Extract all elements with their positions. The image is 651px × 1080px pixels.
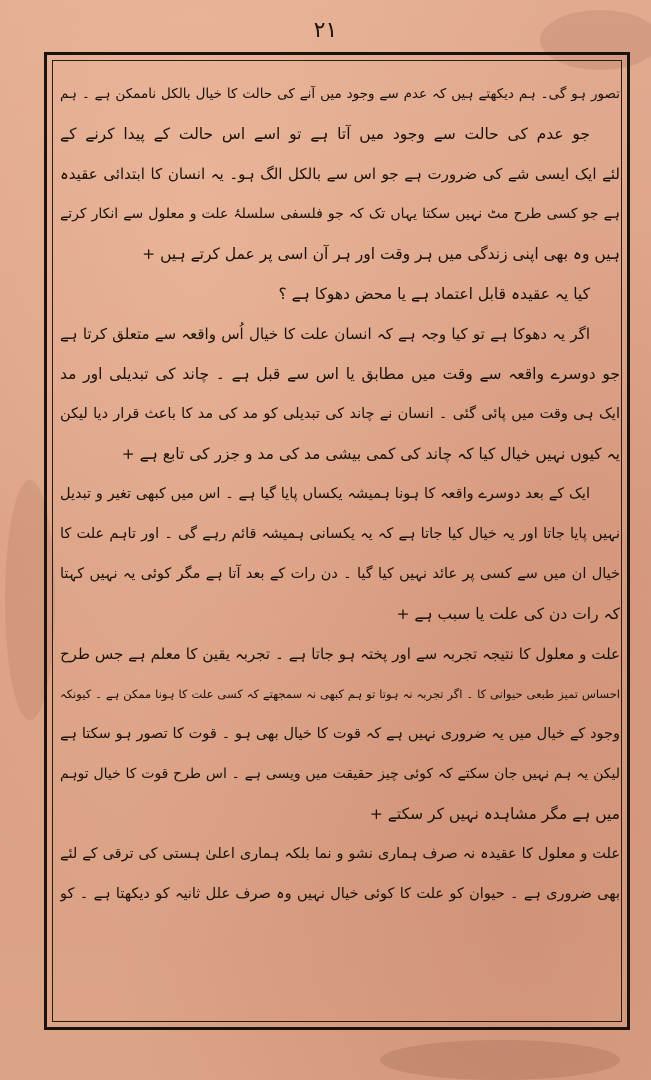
text-line: لئے ایک ایسی شے کی ضرورت ہے جو اس سے بالکل الگ ہو۔ یہ انسان کا ابتدائی عقیدہ xyxy=(60,165,620,183)
text-line: بھی ضروری ہے ۔ حیوان کو علت کا کوئی خیال نہیں وہ صرف علل ثانیہ کو دیکھتا ہے ۔ کو xyxy=(60,886,620,902)
text-line: ہے جو کسی طرح مٹ نہیں سکتا یہاں تک کہ جو فلسفی سلسلۂ علت و معلول سے انکار کرتے xyxy=(60,206,620,222)
text-line: ایک ہی وقت میں پائی گئی ۔ انسان نے چاند کی تبدیلی کو مد کی مد کا باعث قرار دیا لیکن xyxy=(60,406,620,422)
text-line: علت و معلول کا نتیجہ تجربہ سے اور پختہ ہو جاتا ہے ۔ تجربہ یقین کا معلم ہے جس طرح xyxy=(60,645,620,663)
text-line: میں ہے مگر مشاہدہ نہیں کر سکتے + xyxy=(369,805,620,823)
text-line: خیال ان میں سے کسی پر عائد نہیں کیا گیا ۔ دن رات کے بعد آتا ہے مگر کوئی یہ نہیں کہتا xyxy=(60,566,620,582)
text-line: اگر یہ دھوکا ہے تو کیا وجہ ہے کہ انسان علت کا خیال اُس واقعہ سے متعلق کرتا ہے xyxy=(60,325,590,343)
text-line: یہ کیوں نہیں خیال کیا کہ چاند کی کمی بیشی مد کی مد و جزر کی تابع ہے + xyxy=(121,445,620,463)
text-line: تصور ہو گی۔ ہم دیکھتے ہیں کہ عدم سے وجود میں آنے کی حالت کا خیال بالکل ناممکن ہے ۔ ہم xyxy=(60,86,620,102)
text-line: جو عدم کی حالت سے وجود میں آتا ہے تو اسے اس حالت کے پیدا کرنے کے xyxy=(60,125,590,143)
text-line: احساس تمیز طبعی حیوانی کا ۔ اگر تجربہ نہ ہوتا تو ہم کبھی نہ سمجھتے کہ کسی علت کا ہونا ممکن ہے ۔ کیونکہ xyxy=(60,687,620,701)
text-line: وجود کے خیال میں یہ ضروری نہیں ہے کہ قوت کا خیال بھی ہو ۔ قوت کا تصور ہو سکتا ہے xyxy=(60,726,620,742)
text-line: نہیں پایا جاتا اور یہ خیال کیا جاتا ہے کہ یہ یکسانی ہمیشہ قائم رہے گی ۔ اور تاہم علت کا xyxy=(60,526,620,542)
text-line: جو دوسرے واقعہ سے وقت میں مطابق یا اس سے قبل ہے ۔ چاند کی تبدیلی اور مد xyxy=(60,365,620,383)
text-line: لیکن یہ ہم نہیں جان سکتے کہ کوئی چیز حقیقت میں ویسی ہے ۔ اس طرح قوت کا خیال توہم xyxy=(60,766,620,782)
text-line: ایک کے بعد دوسرے واقعہ کا ہونا ہمیشہ یکساں پایا گیا ہے ۔ اس میں کبھی تغیر و تبدیل xyxy=(60,486,590,502)
text-line: کہ رات دن کی علت یا سبب ہے + xyxy=(396,605,620,623)
text-line: علت و معلول کا عقیدہ نہ صرف ہماری نشو و نما بلکہ ہماری اعلیٰ ہستی کی ترقی کے لئے xyxy=(60,846,620,862)
body-text xyxy=(60,74,620,914)
page-number: ۲۱ xyxy=(313,18,338,43)
text-line: ہیں وہ بھی اپنی زندگی میں ہر وقت اور ہر آن اسی پر عمل کرتے ہیں + xyxy=(142,245,620,263)
text-line: کیا یہ عقیدہ قابل اعتماد ہے یا محض دھوکا ہے ؟ xyxy=(278,285,590,303)
